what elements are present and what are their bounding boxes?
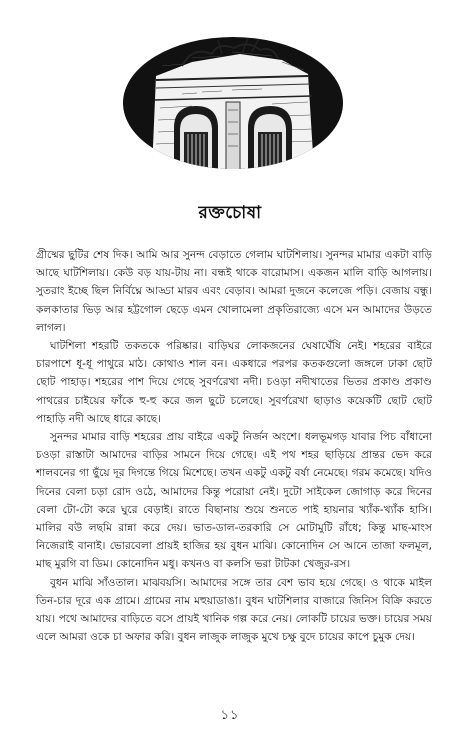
paragraph: সুনন্দর মামার বাড়ি শহরের প্রায় বাইরে একটু নির্জন অংশে। ধলভূমগড় যাবার পিচ বাঁধানো চওড়া রাস্তাটা আমাদের বাড়ির সামনে দিয়ে গেছে। এই পথ শহর ছাড়িয়ে প্রান্তর ভেদ করে শালবনের গা ছুঁয়ে দূর দিগন্তে গিয়ে মিশেছে। তখন একটু একটু বর্ষা নেমেছে। গরম কমেছে। যদিও দিনের বেলা চড়া রোদ ওঠে, আমাদের কিন্তু পরোয়া নেই। দুটো সাইকেল জোগাড় করে দিনের বেলা টো-টো করে ঘুরে বেড়াই। রাতে বিছানায় শুয়ে শুনতে পাই হায়নার খ্যাঁক-খ্যাঁক হাসি। মালির বউ লছমি রান্না করে দেয়। ভাত-ডাল-তরকারি সে মোটামুটি রাঁধে; কিন্তু মাছ-মাংস নিজেরাই বানাই। ভোরবেলা প্রায়ই হাজির হয় বুধন মাঝি। কোনোদিন সে আনে তাজা ফলমূল, মাছ মুরগি বা ডিম। কোনোদিন মধু। কখনও বা কলসি ভরা টাটকা খেজুর-রস। [36,431,432,571]
paragraph: গ্রীষ্মের ছুটির শেষ দিক। আমি আর সুনন্দ বেড়াতে গেলাম ঘাটশিলায়। সুনন্দর মামার একটা বাড়ি আছে ঘাটশিলায়। কেউ বড় যায়-টায় না। বন্ধই থাকে বারোমাস। একজন মালি বাড়ি আগলায়। সুতরাং ইচ্ছে ছিল নির্বিঘ্নে আড্ডা মারব এবং বেড়াব। আমরা দুজনে কলেজে পড়ি। বেজায় বন্ধু। কলকাতার ভিড় আর হট্টগোল ছেড়ে এমন খোলামেলা প্রকৃতিরাজ্যে এসে মন আমাদের উড়তে লাগল। [36,249,432,334]
paragraph: ঘাটশিলা শহরটি তকতকে পরিষ্কার। বাড়িঘর লোকজনের ঘেষাঘেঁষি নেই। শহরের বাইরে চারপাশে ধূ-ধূ পাথুরে মাঠ। কোথাও শাল বন। একধারে পরপর কতকগুলো জঙ্গলে ঢাকা ছোট ছোট পাহাড়। শহরের পাশ দিয়ে গেছে সুবর্ণরেখা নদী। চওড়া নদীখাতের ভিতর প্রকাণ্ড প্রকাণ্ড পাথরের চাইয়ের ফাঁকে হু-হু করে জল ছুটে চলেছে। সুবর্ণরেখা ছাড়াও কয়েকটি ছোট ছোট পাহাড়ি নদী আছে ধারে কাছে। [36,340,432,425]
page-number: ১১ [220,708,240,723]
story-title: রক্তচোষা [198,203,262,223]
paragraph: বুধন মাঝি সাঁওতাল। মাঝবয়সি। আমাদের সঙ্গে তার বেশ ভাব হয়ে গেছে। ও থাকে মাইল তিন-চার দূরে এক গ্রামে। গ্রামের নাম মহুয়াডাঙা। বুধন ঘাটশিলার বাজারে জিনিস বিক্রি করতে যায়। পথে আমাদের বাড়িতে বসে প্রায়ই খানিক গল্প করে নেয়। লোকটি চায়ের ভক্ত। চায়ের সময় এলে আমরা ওকে চা অফার করি। বুধন লাজুক লাজুক মুখে চক্ষু বুদে চায়ের কাপে চুমুক দেয়। [36,576,432,644]
story-body [36,246,432,646]
ruined-temple-illustration [122,36,344,170]
